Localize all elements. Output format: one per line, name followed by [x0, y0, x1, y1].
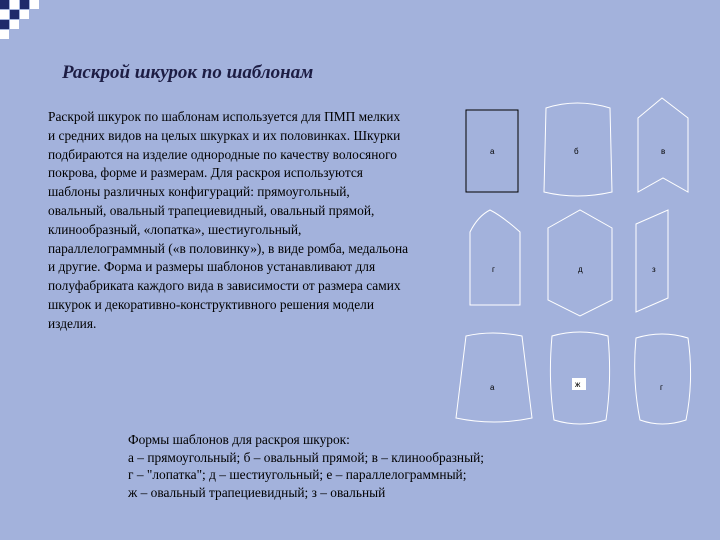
body-line: овальный, овальный трапециевидный, овальный прямой,	[48, 202, 375, 218]
body-line: изделия.	[48, 315, 97, 331]
shape-oval	[550, 332, 609, 424]
caption-line: ж – овальный трапециевидный; з – овальный	[128, 484, 386, 500]
slide-title: Раскрой шкурок по шаблонам	[62, 62, 314, 83]
body-line: и другие. Форма и размеры шаблонов устанавливают для	[48, 259, 376, 275]
shape-label-ee: г	[660, 383, 663, 392]
caption-line: а – прямоугольный; б – овальный прямой; в – клинообразный;	[128, 449, 484, 465]
shape-oval-trapezoid	[456, 333, 532, 422]
body-line: полуфабриката каждого вида в зависимости от размера самих	[48, 278, 401, 294]
shape-oval-narrow	[635, 334, 691, 424]
shape-label-a: а	[490, 147, 495, 156]
body-line: шаблоны различных конфигураций: прямоугольный,	[48, 184, 350, 200]
shape-label-e: з	[652, 265, 656, 274]
body-line: Раскрой шкурок по шаблонам используется для ПМП мелких	[48, 109, 401, 124]
shape-hexagonal	[548, 210, 612, 316]
body-line: клинообразный, «лопатка», шестиугольный,	[48, 221, 302, 237]
shape-parallelogram	[636, 210, 668, 312]
body-line: и средних видов на целых шкурках и их половинках. Шкурки	[48, 127, 401, 143]
body-line: шкурок и декоративно-конструктивного решения модели	[48, 296, 375, 312]
shape-oval-straight	[544, 103, 612, 196]
shape-label-g: г	[492, 265, 495, 274]
body-paragraph	[48, 108, 488, 334]
shape-label-z: ж	[575, 380, 581, 389]
caption-line: г – "лопатка"; д – шестиугольный; е – параллелограммный;	[128, 467, 467, 482]
shape-label-v: в	[661, 147, 666, 156]
caption-line: Формы шаблонов для раскроя шкурок:	[128, 432, 350, 447]
shape-label-zh: а	[490, 383, 495, 392]
body-line: параллелограммный («в половинку»), в виде ромба, медальона	[48, 240, 409, 256]
body-line: покрова, форме и размерам. Для раскроя используются	[48, 165, 363, 181]
shape-wedge	[638, 98, 688, 192]
figure-caption	[128, 431, 588, 501]
shape-label-b: б	[574, 147, 579, 156]
shape-label-d: д	[578, 265, 583, 274]
body-line: подбираются на изделие однородные по качеству волосяного	[48, 146, 397, 162]
